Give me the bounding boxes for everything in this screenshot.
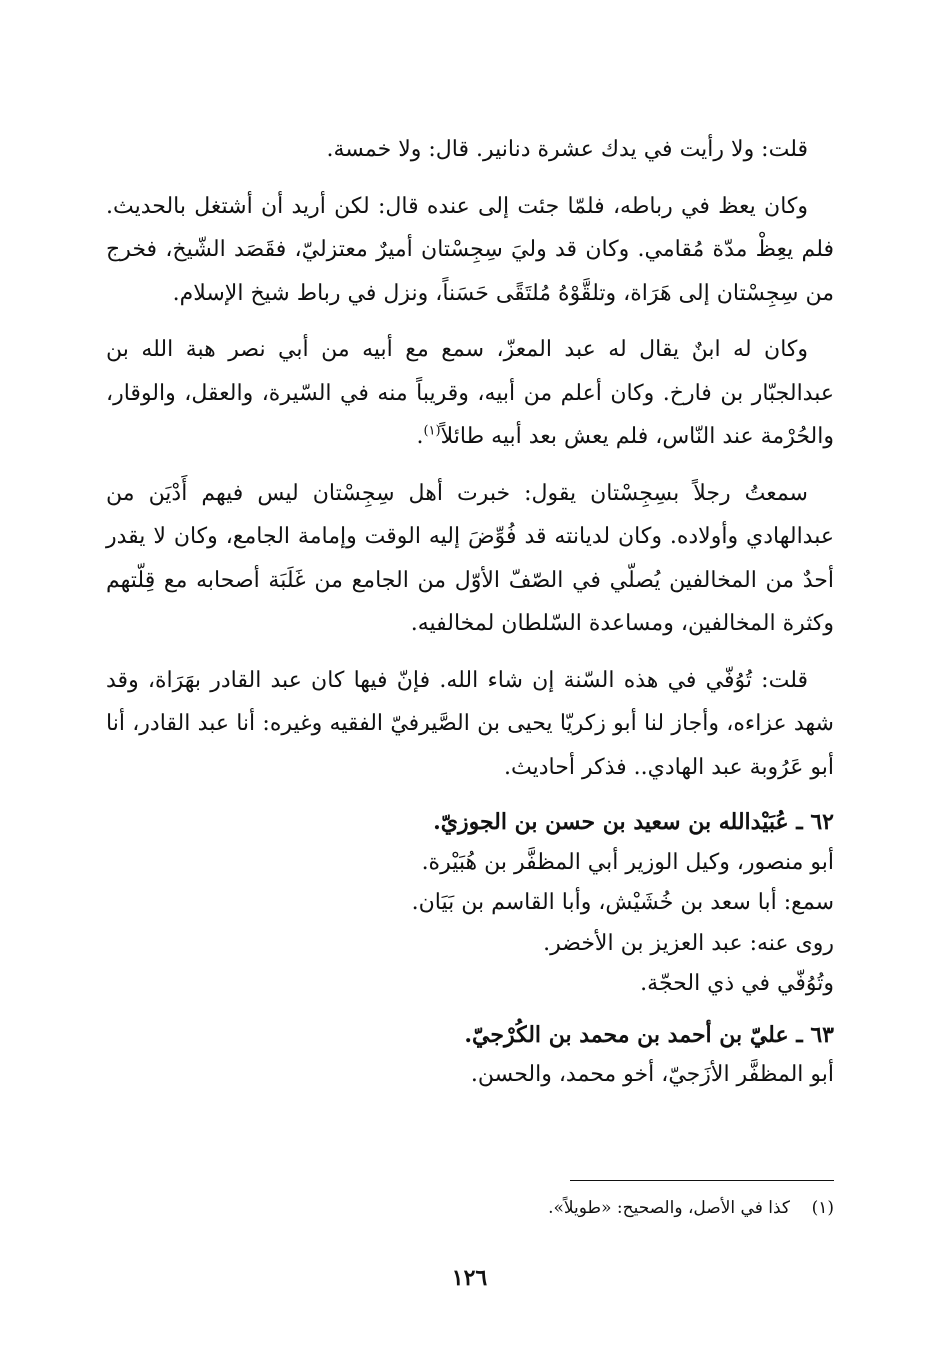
footnote-reference[interactable]: (١) [423, 423, 441, 439]
entry-63-heading: ٦٣ ـ عليّ بن أحمد بن محمد بن الكُرْجيّ. [464, 1021, 834, 1048]
entry-62-line-3: روى عنه: عبد العزيز بن الأخضر. [543, 930, 834, 956]
footnote-divider [570, 1180, 834, 1181]
paragraph-1 [106, 128, 834, 172]
paragraph-2-text: وكان يعظ في رباطه، فلمّا جئت إلى عنده قال: لكن أريد أن أشتغل بالحديث. فلم يعِظْ مدّة مُقامي. وكان قد وليَ سِجِسْتان أميرٌ معتزليّ، فقَصَد الشّيخ، فخرج من سِجِسْتان إلى هَرَاة، وتلقَّوْهُ مُلتَقًى حَسَناً، ونزل في رباط شيخ الإسلام. [106, 193, 834, 306]
footnote [106, 1195, 834, 1221]
page-body [106, 128, 834, 1106]
entry-63 [374, 1015, 834, 1096]
paragraph-5 [106, 659, 834, 790]
entry-63-line-1: أبو المظفَّر الأزَجيّ، أخو محمد، والحسن. [470, 1062, 834, 1087]
paragraph-2 [106, 185, 834, 316]
paragraph-3-text: وكان له ابنٌ يقال له عبد المعزّ، سمع مع أبيه من أبي نصر هبة الله بن عبدالجبّار بن فارخ. وكان أعلم من أبيه، وقريباً منه في السّيرة، والعقل، والوقار، والحُرْمة عند النّاس، فلم يعش بعد أبيه طائلاً [106, 337, 834, 449]
entry-62-line-2: سمع: أبا سعد بن خُشَيْش، وأبا القاسم بن بَيَان. [411, 890, 834, 915]
paragraph-5-text: قلت: تُوُفّي في هذه السّنة إن شاء الله. فإنّ فيها كان عبد القادر بهَرَاة، وقد شهد عزاءه، وأجاز لنا أبو زكريّا يحيى بن الصَّيرفيّ الفقيه وغيره: أنا عبد القادر، أنا أبو عَرُوبة عبد الهادي.. فذكر أحاديث. [106, 667, 834, 780]
paragraph-1-text: قلت: ولا رأيت في يدك عشرة دنانير. قال: ولا خمسة. [326, 137, 808, 162]
entry-62-line-1: أبو منصور، وكيل الوزير أبي المظفَّر بن هُبَيْرة. [421, 849, 834, 875]
footnote-number: (١) [811, 1198, 834, 1218]
paragraph-3-period: . [416, 424, 424, 449]
entry-62 [374, 802, 834, 1005]
paragraph-3 [106, 328, 834, 459]
entry-62-line-4: وتُوُفّي في ذي الحجّة. [640, 971, 834, 996]
page-number: ١٢٦ [451, 1265, 488, 1291]
paragraph-4 [106, 472, 834, 646]
paragraph-4-text: سمعتُ رجلاً بسِجِسْتان يقول: خبرت أهل سِجِسْتان ليس فيهم أَدْيَن من عبدالهادي وأولاده. وكان لديانته قد فُوِّضَ إليه الوقت وإمامة الجامع، وكان لا يقدر أحدٌ من المخالفين يُصلّي في الصّفّ الأوّل من الجامع من غَلَبَة أصحابه مع قِلّتهم وكثرة المخالفين، ومساعدة السّلطان لمخالفيه. [106, 480, 834, 636]
footnote-text: كذا في الأصل، والصحيح: «طويلاً». [548, 1198, 790, 1218]
entry-62-heading: ٦٢ ـ عُبَيْدالله بن سعيد بن حسن بن الجوزيّ. [433, 809, 834, 835]
